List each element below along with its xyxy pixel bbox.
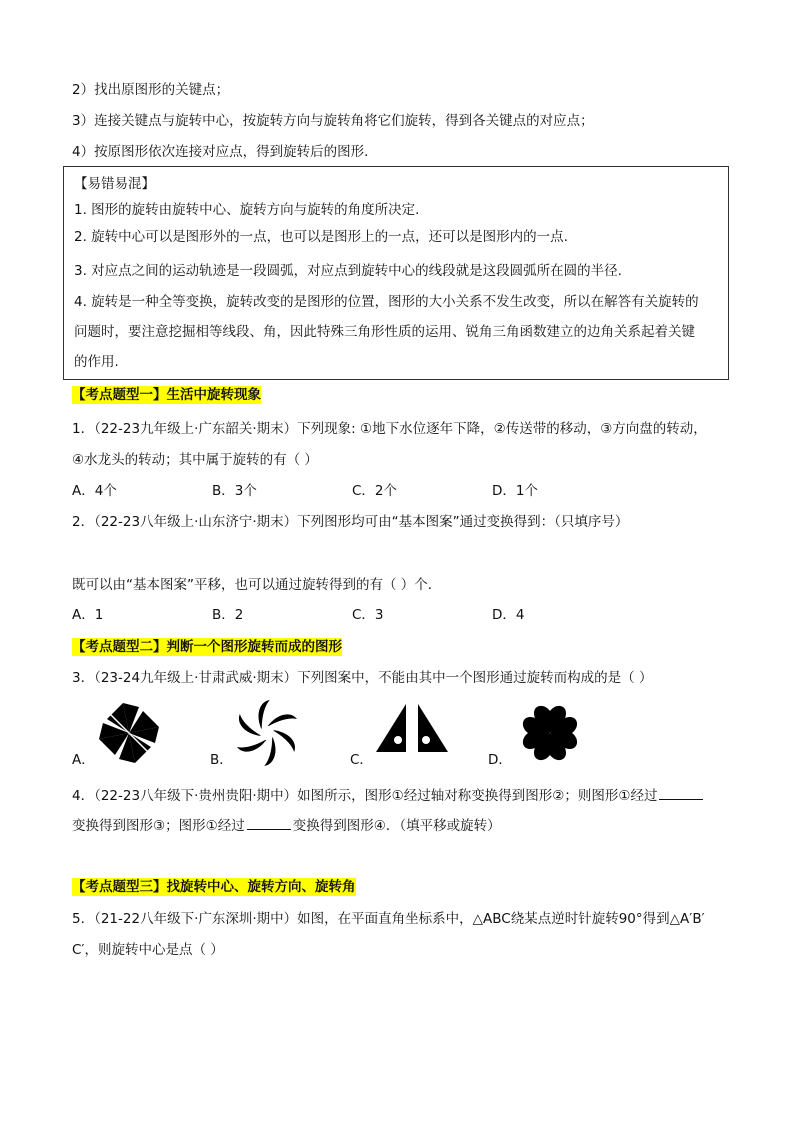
q2-options [72,605,632,625]
step-3: 3）连接关键点与旋转中心，按旋转方向与旋转角将它们旋转，得到各关键点的对应点； [72,113,594,129]
q4-blank-2[interactable] [247,815,291,830]
hearts-icon [510,700,590,766]
section-2-title: 【考点题型二】判断一个图形旋转而成的图形 [72,639,342,655]
q5-line2: C′，则旋转中心是点（ ） [72,942,224,958]
q4-line2 [72,815,501,836]
step-4: 4）按原图形依次连接对应点，得到旋转后的图形． [72,144,378,160]
tip-4-line1: 4. 旋转是一种全等变换，旋转改变的是图形的位置，图形的大小关系不发生改变，所以在解答有关旋转的 [74,294,699,310]
q2-option-d[interactable]: D．4 [492,607,525,623]
section-2-wrap [72,637,342,657]
q1-option-a[interactable]: A．4个 [72,483,117,499]
q2-line2: 既可以由“基本图案”平移，也可以通过旋转得到的有（ ）个． [72,577,442,593]
q5-line1: 5．（21-22八年级下·广东深圳·期中）如图，在平面直角坐标系中，△ABC绕某点逆时针旋转90°得到△A′B′ [72,911,705,927]
q4-line1 [72,785,705,806]
section-1-wrap [72,385,261,405]
q4-blank-1[interactable] [659,785,703,800]
q2-line1: 2．（22-23八年级上·山东济宁·期末）下列图形均可由“基本图案”通过变换得到：（只填序号） [72,514,629,530]
q3-figures [72,700,752,770]
swirl-icon [232,700,302,766]
q1-option-b[interactable]: B．3个 [212,483,257,499]
q4-text-2: 变换得到图形③；图形①经过 [72,818,245,834]
section-3-title: 【考点题型三】找旋转中心、旋转方向、旋转角 [72,879,356,895]
tips-title: 【易错易混】 [74,176,155,192]
q4-text-1: 4．（22-23八年级下·贵州贵阳·期中）如图所示，图形①经过轴对称变换得到图形②；则图形①经过 [72,788,658,804]
q3-option-d: D． [488,752,512,768]
q2-option-c[interactable]: C．3 [352,607,384,623]
tip-4-line2: 问题时，要注意挖掘相等线段、角，因此特殊三角形性质的运用、锐角三角函数建立的边角关系起着关键 [74,324,695,340]
step-2: 2）找出原图形的关键点； [72,82,230,98]
tip-4-line3: 的作用. [74,354,119,370]
q1-options [72,481,632,501]
q1-line2: ④水龙头的转动；其中属于旋转的有（ ） [72,452,318,468]
pinwheel-icon [94,700,164,766]
q4-text-3: 变换得到图形④．（填平移或旋转） [292,818,501,834]
q3-option-c: C． [350,752,373,768]
tip-2: 2. 旋转中心可以是图形外的一点，也可以是图形上的一点，还可以是图形内的一点. [74,229,568,245]
tip-1: 1. 图形的旋转由旋转中心、旋转方向与旋转的角度所决定. [74,202,420,218]
section-3-wrap [72,877,356,897]
twin-triangles-icon [372,700,452,766]
q3-option-a: A． [72,752,95,768]
q1-option-c[interactable]: C．2个 [352,483,398,499]
q1-option-d[interactable]: D．1个 [492,483,538,499]
section-1-title: 【考点题型一】生活中旋转现象 [72,387,261,403]
tip-3: 3. 对应点之间的运动轨迹是一段圆弧，对应点到旋转中心的线段就是这段圆弧所在圆的半径. [74,263,622,279]
q3-line1: 3．（23-24九年级上·甘肃武威·期末）下列图案中，不能由其中一个图形通过旋转而构成的是（ ） [72,670,653,686]
tips-box [63,166,729,380]
q3-option-b: B． [210,752,233,768]
q1-line1: 1．（22-23九年级上·广东韶关·期末）下列现象: ①地下水位逐年下降，②传送带的移动，③方向盘的转动， [72,421,707,437]
q2-option-b[interactable]: B．2 [212,607,244,623]
q2-option-a[interactable]: A．1 [72,607,104,623]
